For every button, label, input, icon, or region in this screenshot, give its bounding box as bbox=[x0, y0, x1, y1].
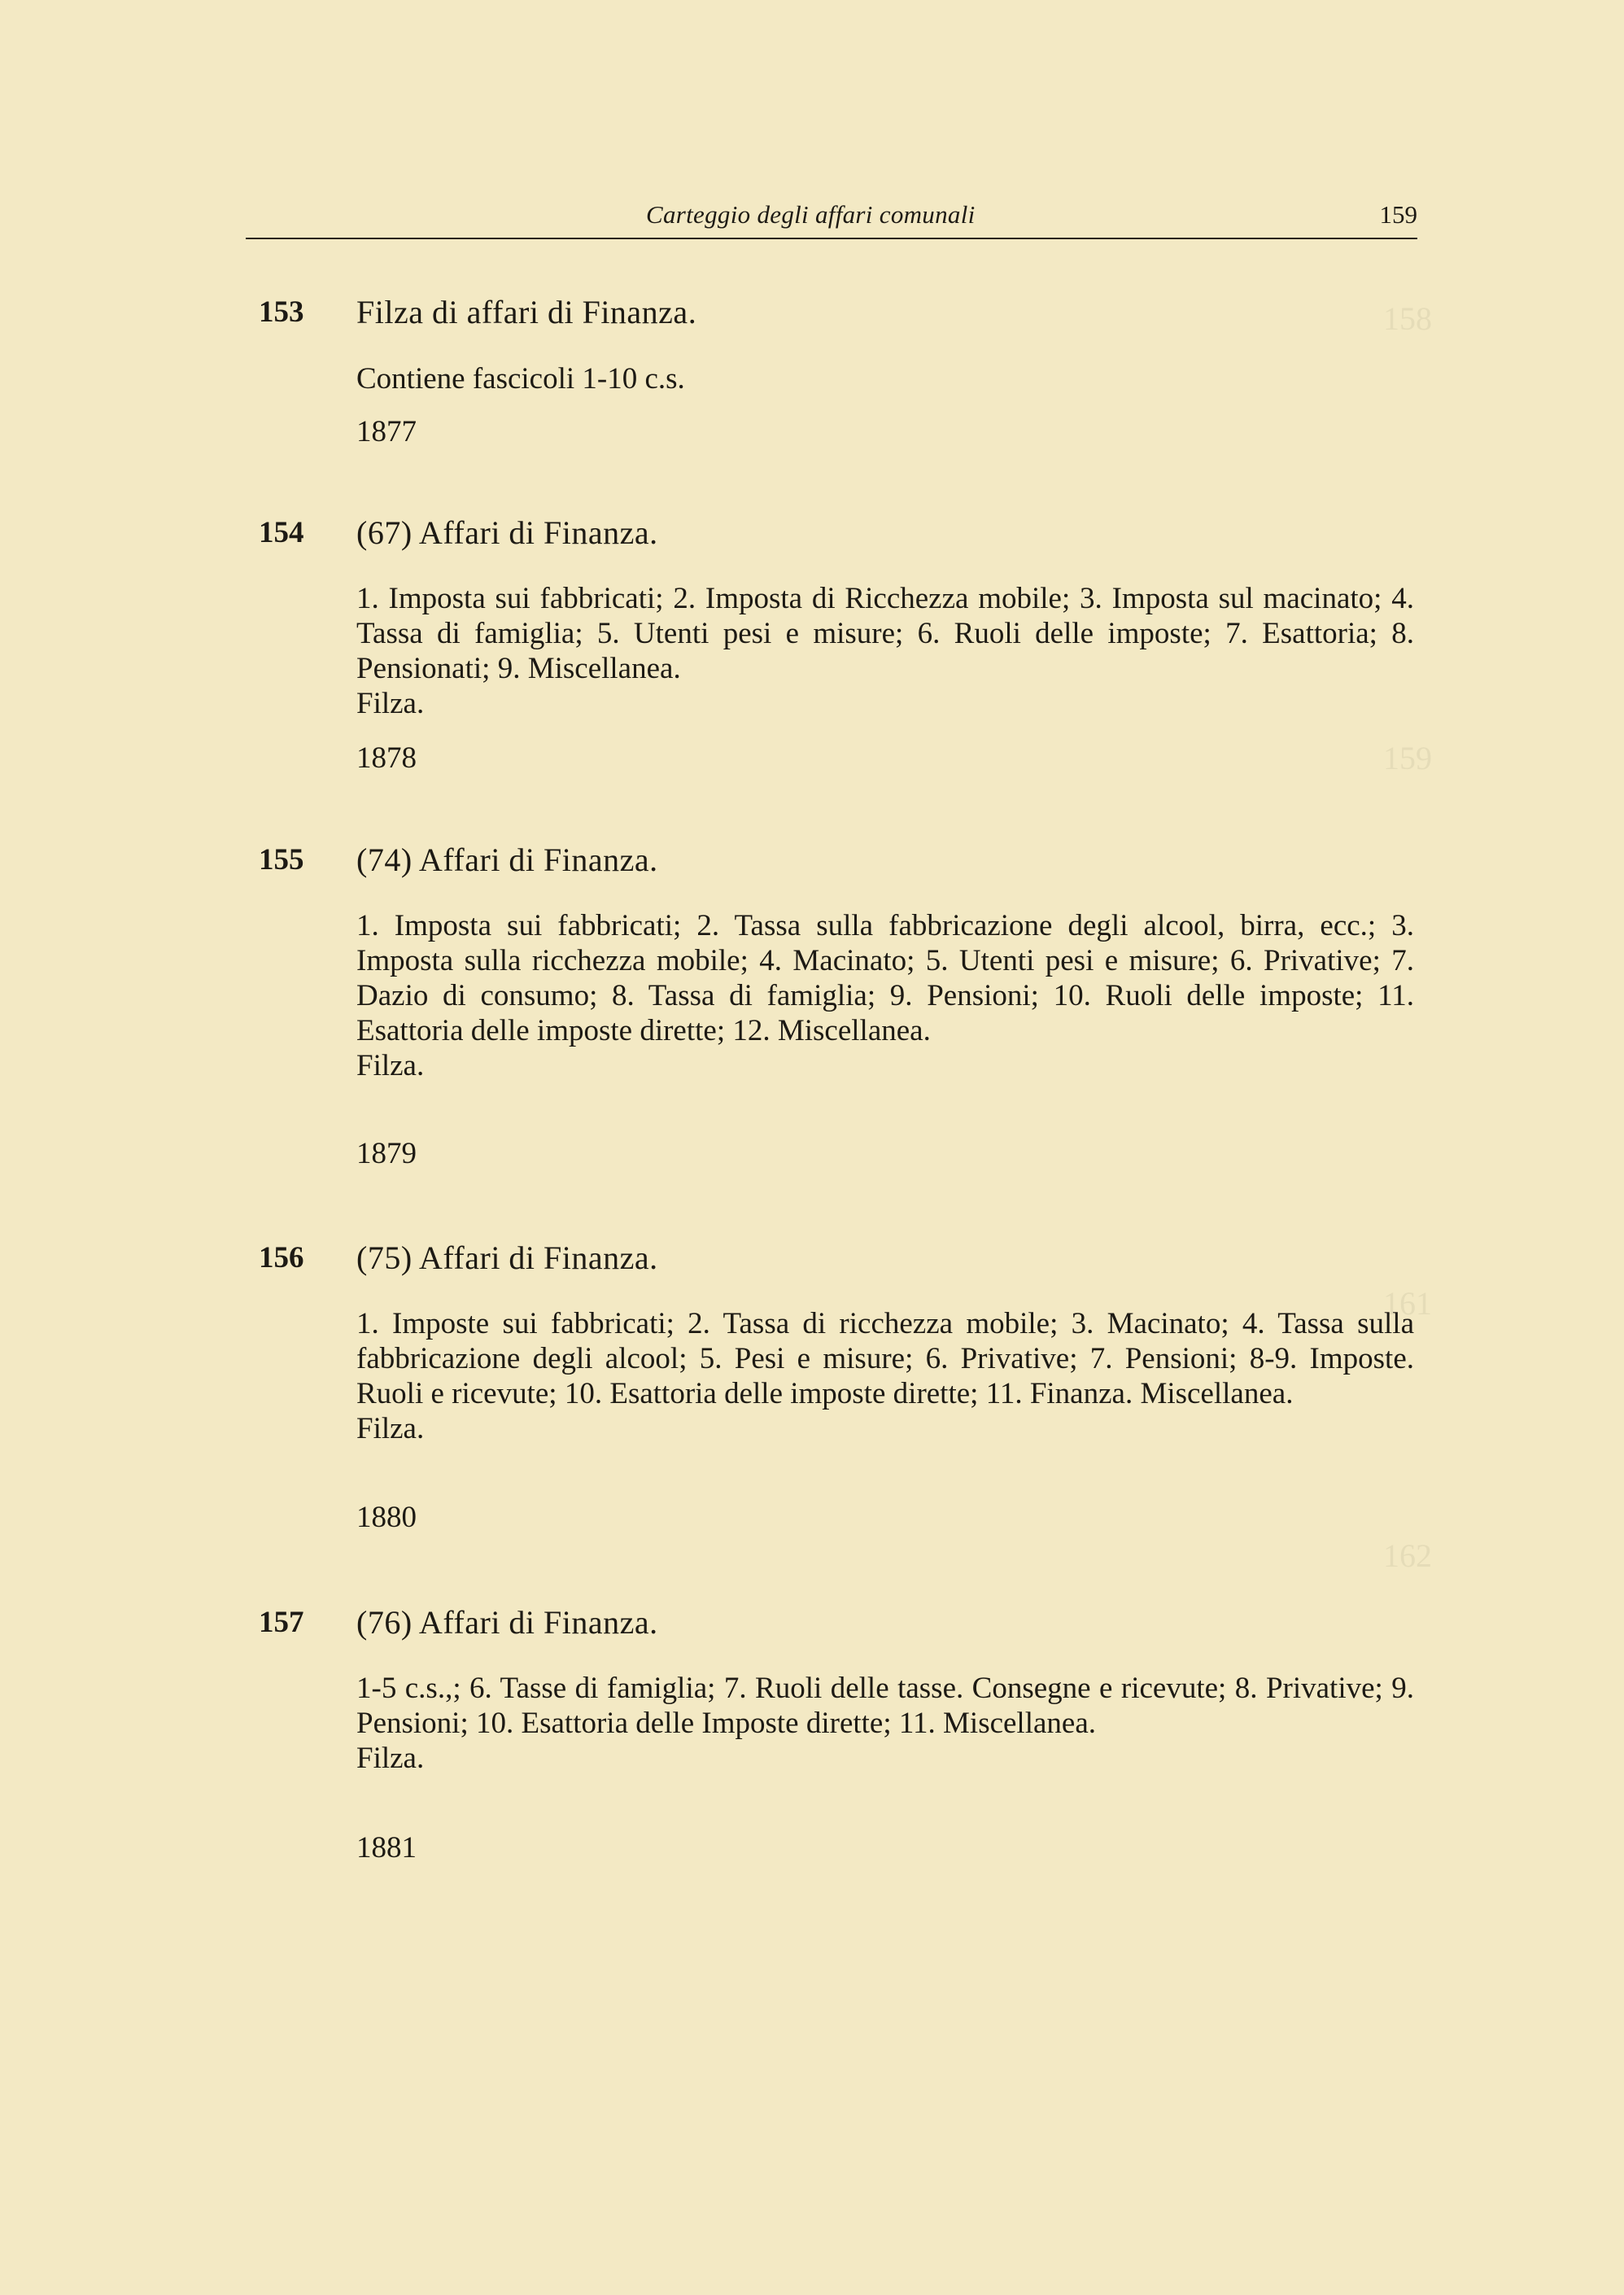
entry-type: Filza. bbox=[356, 1049, 425, 1082]
entry-year: 1879 bbox=[356, 1137, 417, 1170]
entry-description bbox=[356, 1306, 1414, 1446]
entry-description bbox=[356, 1671, 1414, 1776]
entry-year: 1881 bbox=[356, 1831, 417, 1864]
show-through-text: 159 bbox=[1383, 740, 1432, 776]
entry-title: (75) Affari di Finanza. bbox=[356, 1239, 658, 1276]
entry-contents: 1. Imposta sui fabbricati; 2. Tassa sulla fabbricazione degli alcool, birra, ecc.; 3. Imposta sulla ricchezza mobile; 4. Macinato; 5. Utenti pesi e misure; 6. Privative; 7. Dazio di consumo; 8. Tassa di famiglia; 9. Pensioni; 10. Ruoli delle imposte; 11. Esattoria delle imposte dirette; 12. Miscellanea. bbox=[356, 909, 1414, 1047]
entry-year: 1878 bbox=[356, 741, 417, 775]
entry-title: (67) Affari di Finanza. bbox=[356, 514, 658, 551]
show-through-text: 161 bbox=[1383, 1285, 1432, 1322]
entry-title: Filza di affari di Finanza. bbox=[356, 294, 697, 330]
page-number: 159 bbox=[1379, 200, 1417, 229]
entry-type: Filza. bbox=[356, 687, 425, 720]
entry-description bbox=[356, 908, 1414, 1083]
entry-number: 156 bbox=[259, 1241, 304, 1274]
show-through-text: 162 bbox=[1383, 1537, 1432, 1574]
entry-contents: 1. Imposta sui fabbricati; 2. Imposta di Ricchezza mobile; 3. Imposta sul macinato; 4. Tassa di famiglia; 5. Utenti pesi e misure; 6. Ruoli delle imposte; 7. Esattoria; 8. Pensionati; 9. Miscellanea. bbox=[356, 582, 1414, 685]
entry-number: 153 bbox=[259, 295, 304, 329]
entry-contents: 1. Imposte sui fabbricati; 2. Tassa di ricchezza mobile; 3. Macinato; 4. Tassa sulla fabbricazione degli alcool; 5. Pesi e misure; 6. Privative; 7. Pensioni; 8-9. Imposte. Ruoli e ricevute; 10. Esattoria delle imposte dirette; 11. Finanza. Miscellanea. bbox=[356, 1307, 1414, 1410]
running-title: Carteggio degli affari comunali bbox=[646, 200, 976, 229]
entry-year: 1877 bbox=[356, 415, 417, 448]
entry-number: 155 bbox=[259, 843, 304, 876]
entry-number: 154 bbox=[259, 516, 304, 549]
entry-title: (76) Affari di Finanza. bbox=[356, 1604, 658, 1641]
entry-type: Filza. bbox=[356, 1742, 425, 1775]
running-head bbox=[246, 200, 1417, 239]
entry-type: Filza. bbox=[356, 1412, 425, 1445]
entry-description bbox=[356, 361, 1414, 396]
show-through-text: 158 bbox=[1383, 300, 1432, 337]
entry-number: 157 bbox=[259, 1606, 304, 1639]
entry-title: (74) Affari di Finanza. bbox=[356, 842, 658, 878]
entry-year: 1880 bbox=[356, 1501, 417, 1534]
entry-contents: Contiene fascicoli 1-10 c.s. bbox=[356, 362, 685, 396]
entry-contents: 1-5 c.s.,; 6. Tasse di famiglia; 7. Ruoli delle tasse. Consegne e ricevute; 8. Privative; 9. Pensioni; 10. Esattoria delle Imposte dirette; 11. Miscellanea. bbox=[356, 1672, 1414, 1740]
entry-description bbox=[356, 581, 1414, 721]
